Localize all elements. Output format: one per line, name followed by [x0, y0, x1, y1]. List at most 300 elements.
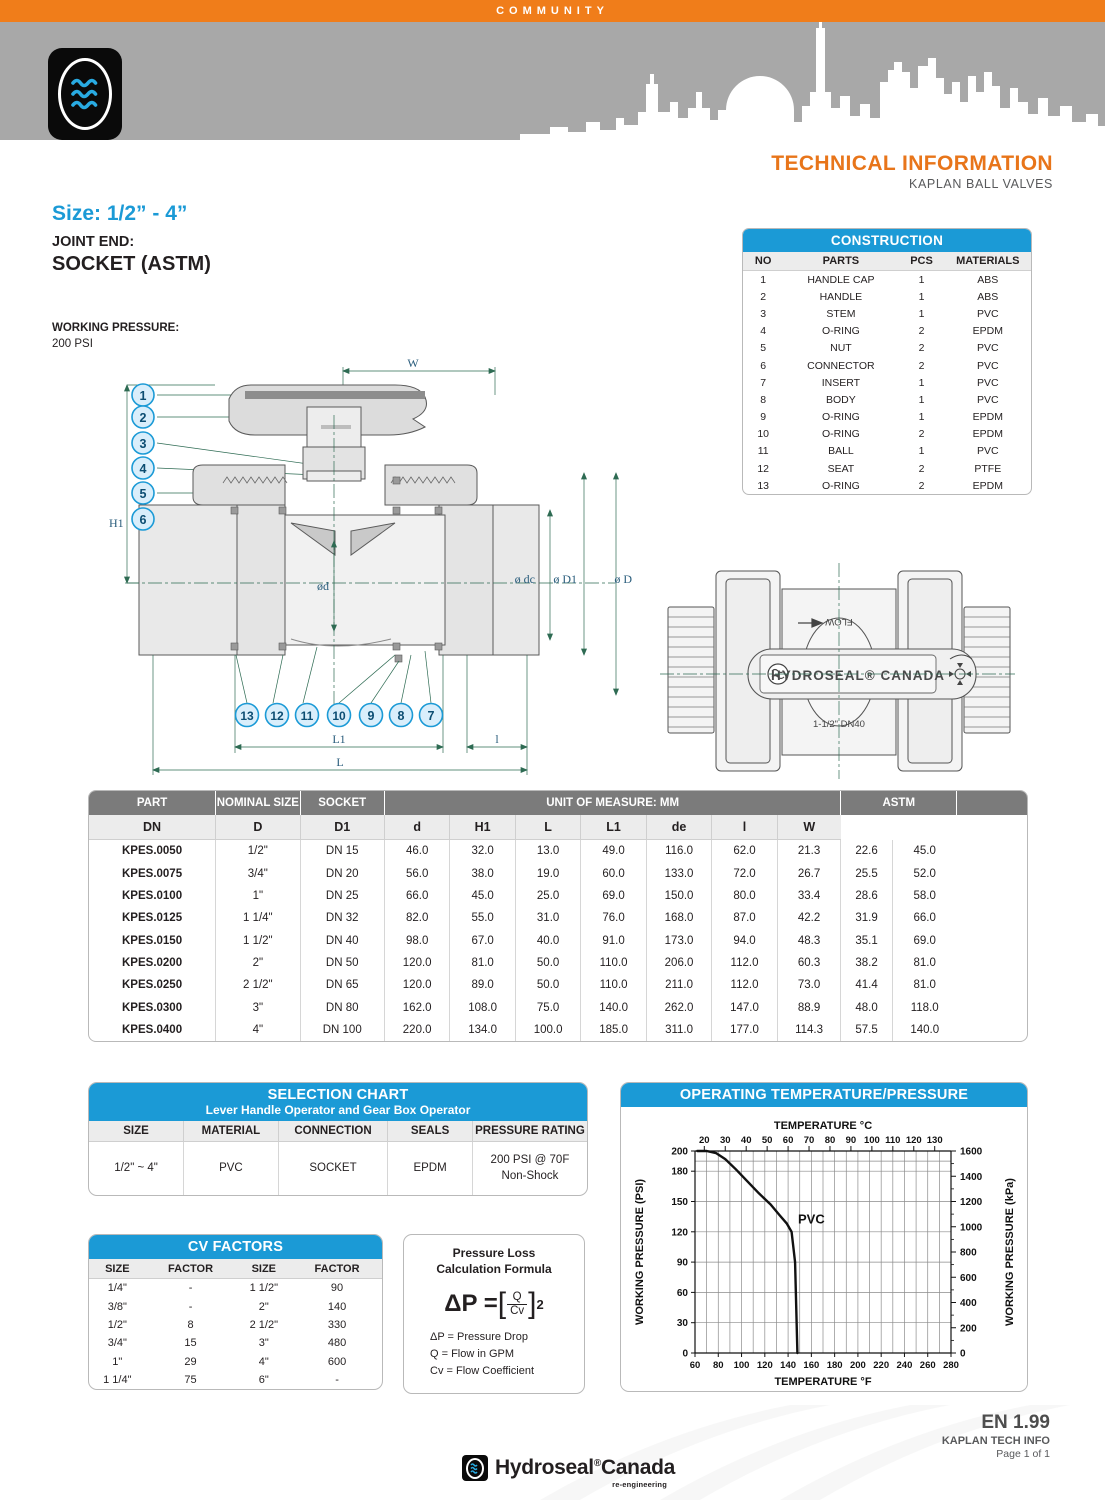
- selection-header-row: [89, 1121, 587, 1142]
- formula-title-line1: Pressure Loss: [452, 1246, 536, 1260]
- construction-cell: ABS: [977, 273, 999, 286]
- cv-row: [89, 1371, 382, 1389]
- dim-cell: 50.0: [515, 974, 580, 996]
- x-tick-top-label: 130: [926, 1135, 943, 1146]
- otp-header: [621, 1083, 1027, 1107]
- dim-label-oD1: ø D1: [553, 572, 577, 586]
- doc-name: KAPLAN TECH INFO: [941, 1435, 1050, 1447]
- svg-text:FLOW: FLOW: [825, 616, 853, 627]
- dim-label-od: ød: [317, 579, 329, 593]
- dim-cell: 140.0: [910, 1024, 940, 1037]
- x-tick-top-label: 20: [699, 1135, 710, 1146]
- table-row: [89, 974, 1027, 996]
- x-tick-label: 240: [896, 1360, 913, 1371]
- footer-logo-ring: [466, 1458, 484, 1479]
- dimsub-D: D: [216, 815, 300, 840]
- footer-brand-1: Hydroseal: [495, 1456, 594, 1479]
- footer-brand-sub: re-engineering: [612, 1480, 667, 1489]
- cv-row: [89, 1334, 382, 1352]
- dim-cell: 60.3: [777, 952, 841, 974]
- dim-cell-part: KPES.0075: [89, 862, 216, 884]
- dimtable-sub-header-row: [89, 815, 1027, 840]
- selection-chart-header: [89, 1083, 587, 1121]
- construction-cell: 10: [757, 428, 769, 441]
- dim-cell: 22.6: [841, 840, 892, 863]
- selval-pressure-rating: [472, 1142, 587, 1196]
- construction-cell: NUT: [830, 342, 852, 355]
- formula-denominator: Cv: [510, 1304, 525, 1317]
- dim-cell: 48.3: [777, 930, 841, 952]
- y-tick-right-label: 200: [960, 1323, 977, 1335]
- cv-cell: 29: [184, 1355, 197, 1368]
- x-tick-top-label: 60: [782, 1135, 794, 1146]
- cv-row: [89, 1353, 382, 1371]
- y-tick-right-label: 400: [960, 1298, 977, 1309]
- x-tick-top-label: 80: [824, 1135, 836, 1146]
- selval-material: PVC: [184, 1142, 279, 1196]
- selval-seals: EPDM: [388, 1142, 473, 1196]
- dim-cell: 168.0: [646, 907, 711, 929]
- size-marking: 1-1/2" DN40: [813, 719, 865, 730]
- x-tick-label: 120: [756, 1360, 773, 1371]
- construction-row: [743, 340, 1031, 357]
- cv-row: [89, 1316, 382, 1334]
- dim-cell: 38.0: [450, 862, 515, 884]
- construction-cell: INSERT: [821, 376, 861, 389]
- construction-cell: SEAT: [827, 462, 855, 475]
- x-tick-top-label: 120: [905, 1135, 922, 1146]
- construction-cell: ABS: [977, 290, 999, 303]
- tech-info-subtitle: KAPLAN BALL VALVES: [909, 177, 1053, 191]
- dim-cell: 211.0: [646, 974, 711, 996]
- construction-cell: 3: [760, 307, 767, 320]
- selcol-size: SIZE: [89, 1121, 184, 1142]
- cv-factors-header: [89, 1235, 382, 1259]
- community-label: COMMUNITY: [496, 5, 609, 17]
- construction-row: [743, 305, 1031, 322]
- dimsub-de: de: [646, 815, 711, 840]
- formula-legend: [412, 1329, 576, 1380]
- x-axis-title-top: TEMPERATURE °C: [773, 1120, 873, 1132]
- dim-cell: 45.0: [450, 885, 515, 907]
- x-tick-top-label: 70: [803, 1135, 815, 1146]
- construction-cell: PVC: [976, 393, 999, 406]
- cvcol-factor-2: FACTOR: [292, 1259, 382, 1279]
- cv-cell: 1 1/2": [249, 1282, 278, 1295]
- selcol-material: MATERIAL: [184, 1121, 279, 1142]
- dim-cell: 45.0: [913, 844, 936, 857]
- dim-cell: DN 80: [300, 997, 384, 1019]
- cv-cell: 2": [258, 1300, 269, 1313]
- cv-cell: 3/4": [107, 1337, 127, 1350]
- y-tick-label: 60: [676, 1287, 688, 1299]
- dim-cell: 67.0: [450, 930, 515, 952]
- dim-cell-part: KPES.0100: [89, 885, 216, 907]
- dim-label-L: L: [336, 755, 344, 769]
- bracket-close-icon: ]: [528, 1287, 537, 1321]
- construction-row: [743, 271, 1031, 289]
- construction-cell: 2: [918, 359, 925, 372]
- formula-lhs: ΔP =: [444, 1290, 498, 1318]
- footer-brand-reg: ®: [593, 1458, 601, 1469]
- callout-bubbles-bottom: [236, 704, 443, 727]
- dim-label-L1: L1: [332, 732, 346, 746]
- city-skyline-graphic: [520, 22, 1105, 140]
- dim-cell: 31.0: [515, 907, 580, 929]
- y-tick-label: 0: [682, 1348, 688, 1360]
- legend-q: Q = Flow in GPM: [430, 1348, 515, 1361]
- dim-cell: 89.0: [450, 974, 515, 996]
- dimcol-part: PART: [89, 791, 216, 815]
- construction-cell: 11: [757, 445, 769, 458]
- construction-cell: 1: [918, 290, 925, 303]
- construction-cell: BALL: [828, 445, 854, 458]
- dim-cell: 28.6: [841, 885, 892, 907]
- page-number: Page 1 of 1: [996, 1448, 1050, 1460]
- x-tick-top-label: 40: [740, 1135, 752, 1146]
- formula-equation: [412, 1287, 576, 1321]
- table-row: [89, 862, 1027, 884]
- cv-cell: 3/8": [107, 1300, 127, 1313]
- formula-title-line2: Calculation Formula: [436, 1262, 552, 1277]
- table-row: [89, 885, 1027, 907]
- dimensions-table: [88, 790, 1028, 1042]
- dim-cell: 66.0: [384, 885, 449, 907]
- svg-text:12: 12: [270, 709, 284, 723]
- cv-cell: 480: [327, 1337, 347, 1350]
- y-tick-right-label: 800: [960, 1247, 977, 1259]
- x-tick-top-label: 90: [845, 1135, 857, 1146]
- construction-cell: HANDLE CAP: [807, 273, 875, 286]
- cv-cell: 1/4": [107, 1282, 127, 1295]
- dim-cell: 57.5: [841, 1019, 892, 1041]
- construction-cell: 1: [918, 307, 925, 320]
- dim-cell: 60.0: [581, 862, 646, 884]
- table-row: [89, 907, 1027, 929]
- construction-row: [743, 426, 1031, 443]
- community-banner: [0, 0, 1105, 22]
- x-tick-top-label: 30: [719, 1135, 731, 1146]
- dim-cell: 58.0: [913, 889, 936, 902]
- selection-chart-subtitle: Lever Handle Operator and Gear Box Operator: [205, 1103, 471, 1117]
- svg-text:8: 8: [397, 709, 405, 723]
- cvcol-size-1: SIZE: [89, 1259, 146, 1279]
- dim-cell: 110.0: [581, 974, 646, 996]
- dim-cell-part: KPES.0300: [89, 997, 216, 1019]
- cv-cell: -: [188, 1282, 193, 1295]
- dim-cell: DN 20: [300, 862, 384, 884]
- footer-doc-info: [942, 1412, 1050, 1460]
- x-tick-label: 60: [689, 1360, 701, 1371]
- selcol-connection: CONNECTION: [278, 1121, 388, 1142]
- svg-text:13: 13: [240, 709, 254, 723]
- x-tick-top-label: 100: [863, 1135, 880, 1146]
- y-tick-label: 30: [676, 1318, 688, 1330]
- y-axis-title: WORKING PRESSURE (PSI): [634, 1178, 646, 1326]
- dim-cell: 100.0: [515, 1019, 580, 1041]
- dim-cell: 52.0: [913, 867, 936, 880]
- construction-table: [742, 228, 1032, 495]
- construction-header-row: [743, 252, 1031, 271]
- dimtable-group-header-row: [89, 791, 1027, 815]
- table-row: [89, 952, 1027, 974]
- dim-cell: 134.0: [450, 1019, 515, 1041]
- cv-cell: 90: [330, 1282, 344, 1295]
- selection-chart-panel: [88, 1082, 588, 1196]
- dimcol-socket: SOCKET: [300, 791, 384, 815]
- dim-cell: 147.0: [712, 997, 777, 1019]
- dim-cell: 206.0: [646, 952, 711, 974]
- y-tick-right-label: 1600: [960, 1146, 983, 1158]
- dim-cell-part: KPES.0050: [89, 840, 216, 863]
- cv-row: [89, 1279, 382, 1298]
- dim-cell: 49.0: [581, 840, 646, 863]
- footer-wave-icon: [470, 1462, 481, 1475]
- cv-cell: 75: [184, 1374, 197, 1387]
- construction-cell: PTFE: [974, 462, 1002, 475]
- construction-cell: EPDM: [972, 411, 1003, 424]
- dim-cell: DN 40: [300, 930, 384, 952]
- svg-text:11: 11: [300, 709, 314, 723]
- dim-cell: DN 32: [300, 907, 384, 929]
- dim-cell: 13.0: [515, 840, 580, 863]
- y-tick-right-label: 1400: [960, 1171, 983, 1183]
- selection-chart-title: SELECTION CHART: [267, 1087, 409, 1103]
- x-tick-label: 260: [919, 1360, 936, 1371]
- joint-end-label: JOINT END:: [52, 234, 135, 250]
- dim-cell: 1 1/2": [216, 930, 300, 952]
- dim-cell-part: KPES.0200: [89, 952, 216, 974]
- dim-label-oD: ø D: [614, 572, 632, 586]
- cv-cell: -: [335, 1374, 339, 1387]
- y-tick-right-label: 600: [960, 1272, 977, 1284]
- dim-cell: 75.0: [515, 997, 580, 1019]
- dim-cell: 81.0: [913, 979, 936, 992]
- y-tick-label: 200: [671, 1146, 688, 1158]
- selcol-pressure-rating: PRESSURE RATING: [472, 1121, 587, 1142]
- svg-text:10: 10: [332, 709, 346, 723]
- construction-col-materials: MATERIALS: [945, 252, 1031, 271]
- dim-cell: 118.0: [910, 1001, 939, 1014]
- x-tick-label: 140: [780, 1360, 797, 1371]
- construction-cell: PVC: [976, 307, 999, 320]
- construction-cell: HANDLE: [819, 290, 863, 303]
- construction-cell: O-RING: [821, 411, 860, 424]
- construction-cell: EPDM: [972, 479, 1003, 492]
- dimcol-astm: ASTM: [841, 791, 957, 815]
- dim-cell: 94.0: [712, 930, 777, 952]
- dimsub-L: L: [515, 815, 580, 840]
- construction-cell: STEM: [826, 307, 856, 320]
- construction-row: [743, 357, 1031, 374]
- construction-cell: PVC: [976, 445, 999, 458]
- pressure-loss-formula-panel: [403, 1234, 585, 1394]
- formula-title: [412, 1245, 576, 1277]
- dimsub-L1: L1: [581, 815, 646, 840]
- footer-brand-logo: [462, 1455, 675, 1489]
- construction-cell: 1: [918, 393, 925, 406]
- construction-cell: PVC: [976, 376, 999, 389]
- construction-row: [743, 288, 1031, 305]
- cv-row: [89, 1297, 382, 1315]
- dim-cell: DN 25: [300, 885, 384, 907]
- dim-cell: 73.0: [777, 974, 841, 996]
- dim-cell: 2": [216, 952, 300, 974]
- dim-cell: 112.0: [712, 952, 777, 974]
- dim-cell: 32.0: [450, 840, 515, 863]
- dim-cell: 21.3: [777, 840, 841, 863]
- x-tick-label: 100: [733, 1360, 750, 1371]
- svg-text:7: 7: [427, 709, 435, 723]
- construction-cell: 7: [760, 376, 767, 389]
- dim-cell: 120.0: [384, 952, 449, 974]
- construction-cell: EPDM: [972, 428, 1003, 441]
- construction-row: [743, 391, 1031, 408]
- cv-cell: 1": [112, 1355, 123, 1368]
- construction-cell: EPDM: [972, 325, 1003, 338]
- dim-cell: 46.0: [384, 840, 449, 863]
- construction-col-pcs: PCS: [899, 252, 945, 271]
- table-row: [89, 930, 1027, 952]
- svg-text:5: 5: [139, 487, 147, 501]
- construction-cell: PVC: [976, 342, 999, 355]
- dim-cell: 150.0: [646, 885, 711, 907]
- construction-row: [743, 323, 1031, 340]
- dim-cell: 55.0: [450, 907, 515, 929]
- dim-cell: 19.0: [515, 862, 580, 884]
- construction-cell: 2: [918, 428, 925, 441]
- dim-cell: DN 65: [300, 974, 384, 996]
- dim-cell: 220.0: [384, 1019, 449, 1041]
- dim-cell: 87.0: [712, 907, 777, 929]
- dim-cell: 81.0: [450, 952, 515, 974]
- dim-cell: 66.0: [913, 912, 936, 925]
- svg-text:3: 3: [139, 437, 147, 451]
- construction-cell: 1: [918, 273, 925, 286]
- dimcol-blank: [957, 791, 1027, 815]
- construction-cell: 1: [918, 445, 925, 458]
- dim-label-l: l: [495, 732, 499, 746]
- formula-fraction: [507, 1291, 527, 1318]
- cvcol-factor-1: FACTOR: [146, 1259, 236, 1279]
- x-tick-label: 220: [873, 1360, 890, 1371]
- dim-cell-part: KPES.0150: [89, 930, 216, 952]
- joint-end-value: SOCKET (ASTM): [52, 253, 211, 275]
- dim-cell: 185.0: [581, 1019, 646, 1041]
- construction-cell: 9: [760, 411, 767, 424]
- construction-cell: 13: [757, 479, 769, 492]
- dim-cell: 50.0: [515, 952, 580, 974]
- bracket-open-icon: [: [497, 1287, 507, 1321]
- construction-row: [743, 460, 1031, 477]
- construction-cell: O-RING: [821, 479, 860, 492]
- dim-cell: 3": [216, 997, 300, 1019]
- cv-cell: 3": [258, 1337, 269, 1350]
- selval-connection: SOCKET: [278, 1142, 388, 1196]
- dimsub-dn: DN: [89, 815, 216, 840]
- dim-cell: 98.0: [384, 930, 449, 952]
- x-tick-label: 200: [849, 1360, 866, 1371]
- cv-cell: 600: [327, 1355, 347, 1368]
- svg-text:4: 4: [139, 462, 147, 476]
- cv-cell: 6": [258, 1374, 269, 1387]
- dim-cell: 262.0: [646, 997, 711, 1019]
- otp-chart-area: [621, 1107, 1027, 1389]
- x-tick-top-label: 50: [761, 1135, 773, 1146]
- dim-cell: 173.0: [646, 930, 711, 952]
- x-tick-label: 280: [943, 1360, 959, 1371]
- temperature-pressure-plot: [621, 1107, 1027, 1387]
- dim-cell: 88.9: [777, 997, 841, 1019]
- construction-row: [743, 443, 1031, 460]
- construction-cell: 6: [760, 359, 767, 372]
- dim-cell: DN 100: [300, 1019, 384, 1041]
- otp-title: OPERATING TEMPERATURE/PRESSURE: [679, 1087, 969, 1103]
- dim-cell: 114.3: [777, 1019, 841, 1041]
- dim-cell: 1/2": [216, 840, 300, 863]
- table-row: [89, 997, 1027, 1019]
- legend-dp: ΔP = Pressure Drop: [430, 1331, 528, 1344]
- construction-cell: 1: [918, 376, 925, 389]
- dim-cell: 4": [216, 1019, 300, 1041]
- dim-label-H1: H1: [109, 516, 124, 530]
- dim-cell: 110.0: [581, 952, 646, 974]
- series-annotation-pvc: PVC: [797, 1211, 825, 1227]
- pressure-rating-line2: Non-Shock: [501, 1169, 559, 1182]
- dim-cell: 25.5: [841, 862, 892, 884]
- svg-text:6: 6: [139, 513, 147, 527]
- cv-cell: 1/2": [107, 1318, 127, 1331]
- construction-col-parts: PARTS: [783, 252, 898, 271]
- selection-data-row: [89, 1142, 587, 1196]
- dimcol-unit-of-measure: UNIT OF MEASURE: MM: [384, 791, 840, 815]
- dim-cell: 25.0: [515, 885, 580, 907]
- x-axis-title: TEMPERATURE °F: [774, 1376, 872, 1387]
- dim-cell: 56.0: [384, 862, 449, 884]
- y-tick-right-label: 1000: [960, 1222, 983, 1234]
- dim-cell: 120.0: [384, 974, 449, 996]
- dimsub-l: l: [712, 815, 777, 840]
- dim-cell-part: KPES.0125: [89, 907, 216, 929]
- selcol-seals: SEALS: [388, 1121, 473, 1142]
- construction-row: [743, 409, 1031, 426]
- construction-row: [743, 374, 1031, 391]
- construction-cell: 2: [918, 462, 925, 475]
- dim-cell: 69.0: [913, 934, 936, 947]
- cv-cell: 15: [184, 1337, 197, 1350]
- working-pressure-label: WORKING PRESSURE:: [52, 322, 180, 334]
- tech-info-title: TECHNICAL INFORMATION: [771, 152, 1053, 175]
- footer-brand-text: [495, 1456, 675, 1489]
- pressure-rating-line1: 200 PSI @ 70F: [490, 1154, 570, 1166]
- brand-marking: HYDROSEAL® CANADA: [771, 668, 945, 683]
- y-tick-label: 150: [671, 1197, 688, 1208]
- construction-cell: 4: [760, 325, 767, 338]
- y-tick-label: 180: [671, 1166, 688, 1178]
- dim-cell: 42.2: [777, 907, 841, 929]
- dimsub-D1: D1: [300, 815, 384, 840]
- x-tick-label: 80: [712, 1360, 724, 1371]
- y-tick-right-label: 1200: [960, 1197, 983, 1208]
- dimsub-H1: H1: [450, 815, 515, 840]
- doc-code: EN 1.99: [981, 1412, 1050, 1433]
- cv-header-row: [89, 1259, 382, 1279]
- working-pressure-value: 200 PSI: [52, 338, 93, 350]
- construction-row: [743, 477, 1031, 494]
- cv-cell: 2 1/2": [249, 1318, 278, 1331]
- dim-cell: 72.0: [712, 862, 777, 884]
- dim-cell: 1": [216, 885, 300, 907]
